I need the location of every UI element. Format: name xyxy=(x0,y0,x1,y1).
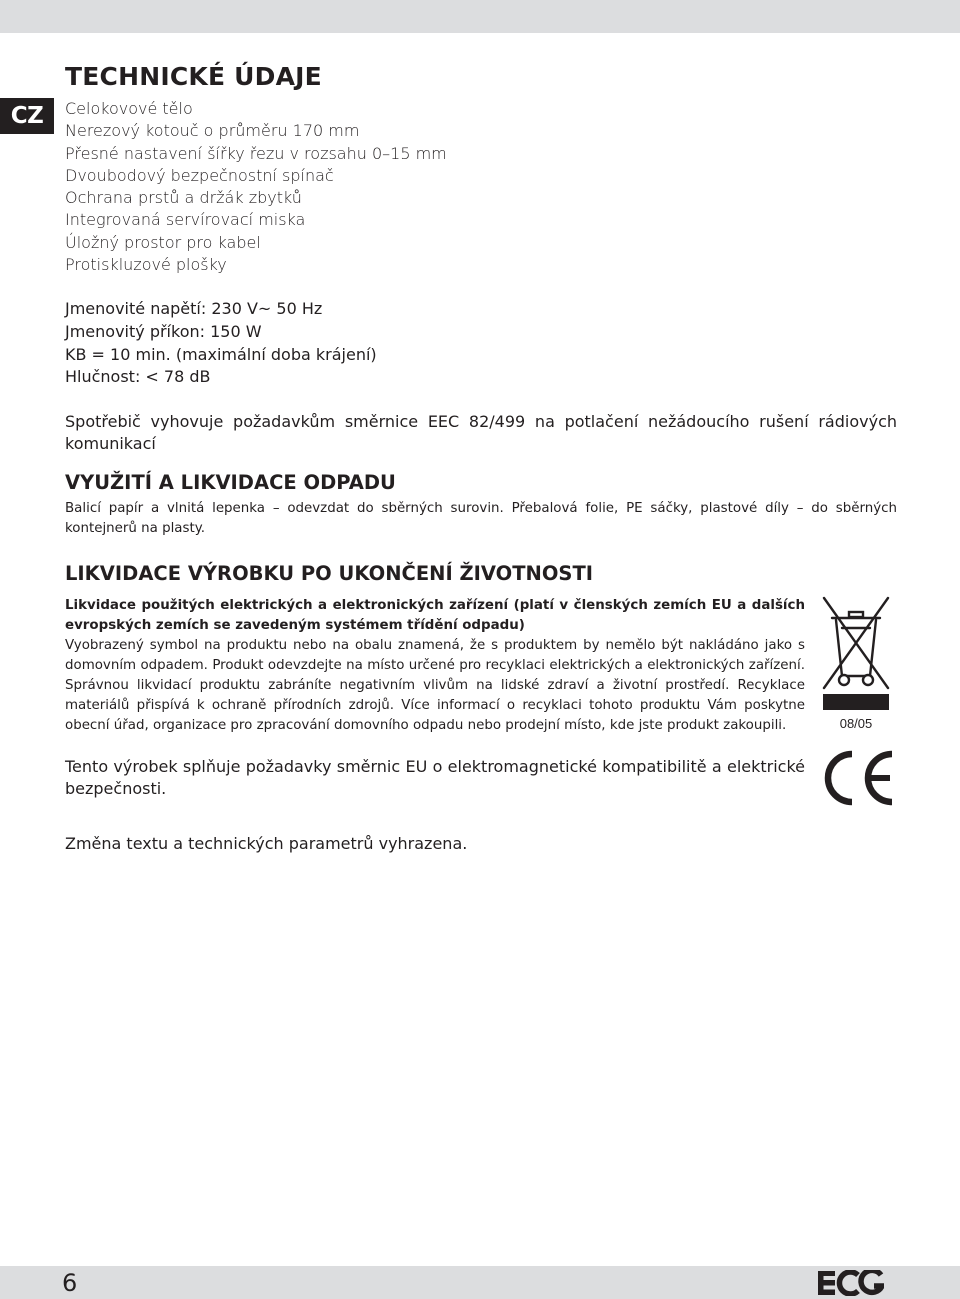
feature-item: Dvoubodový bezpečnostní spínač xyxy=(65,165,334,185)
technical-data-heading: TECHNICKÉ ÚDAJE xyxy=(65,62,322,91)
ce-section xyxy=(65,756,897,800)
page-number: 6 xyxy=(62,1269,78,1297)
crossed-out-wheelie-bin-icon xyxy=(822,596,890,692)
feature-list xyxy=(65,98,897,276)
ce-mark-icon xyxy=(820,748,896,808)
ecg-logo xyxy=(818,1266,884,1299)
language-tab: CZ xyxy=(0,98,54,134)
emc-compliance-text: Spotřebič vyhovuje požadavkům směrnice EEC 82/499 na potlačení nežádoucího rušení rádiových komunikací xyxy=(65,411,897,453)
feature-item: Úložný prostor pro kabel xyxy=(65,232,261,252)
waste-heading: VYUŽITÍ A LIKVIDACE ODPADU xyxy=(65,470,396,494)
top-bar xyxy=(0,0,960,33)
disposal-heading: LIKVIDACE VÝROBKU PO UKONČENÍ ŽIVOTNOSTI xyxy=(65,561,594,585)
spec-line: Jmenovité napětí: 230 V~ 50 Hz xyxy=(65,299,323,319)
feature-item: Integrovaná servírovací miska xyxy=(65,210,306,230)
electrical-specs xyxy=(65,298,897,388)
feature-item: Celokovové tělo xyxy=(65,99,193,118)
ce-compliance-text: Tento výrobek splňuje požadavky směrnic EU o elektromagnetické kompatibilitě a elektrické bezpečnosti. xyxy=(65,756,805,798)
spec-line: Jmenovitý příkon: 150 W xyxy=(65,321,262,341)
weee-black-bar xyxy=(823,694,889,710)
bottom-bar xyxy=(0,1266,960,1299)
feature-item: Nerezový kotouč o průměru 170 mm xyxy=(65,121,360,141)
feature-item: Protiskluzové plošky xyxy=(65,255,227,275)
disposal-section xyxy=(65,596,897,736)
feature-item: Přesné nastavení šířky řezu v rozsahu 0–15 mm xyxy=(65,143,447,163)
disposal-body-text: Vyobrazený symbol na produktu nebo na obalu znamená, že s produktem by nemělo být nakládáno jako s domovním odpadem. Produkt odevzdejte na místo určené pro recyklaci elektrických a elektronických zařízení. Správnou likvidací produktu zabráníte negativním vlivům na lidské zdraví a životní prostředí. Recyklace materiálů přispívá k ochraně přírodních zdrojů. Více informací o recyklaci tohoto produktu Vám poskytne obecní úřad, organizace pro zpracování domovního odpadu nebo prodejní místo, kde jste produkt zakoupili. xyxy=(65,637,805,733)
page-content xyxy=(65,60,897,855)
disposal-bold-text: Likvidace použitých elektrických a elektronických zařízení (platí v členských zemích EU a dalších evropských zemích se zavedeným systémem třídění odpadu) xyxy=(65,597,805,633)
ecg-logo-graphic xyxy=(818,1270,884,1296)
feature-item: Ochrana prstů a držák zbytků xyxy=(65,188,302,208)
spec-line: Hlučnost: < 78 dB xyxy=(65,367,211,387)
spec-line: KB = 10 min. (maximální doba krájení) xyxy=(65,344,377,364)
weee-symbol-code: 08/05 xyxy=(839,715,873,731)
reservation-note: Změna textu a technických parametrů vyhrazena. xyxy=(65,833,468,853)
waste-text: Balicí papír a vlnitá lepenka – odevzdat do sběrných surovin. Přebalová folie, PE sáčky, plastové díly – do sběrných kontejnerů na plasty. xyxy=(65,500,897,536)
disposal-text-block xyxy=(65,596,805,736)
